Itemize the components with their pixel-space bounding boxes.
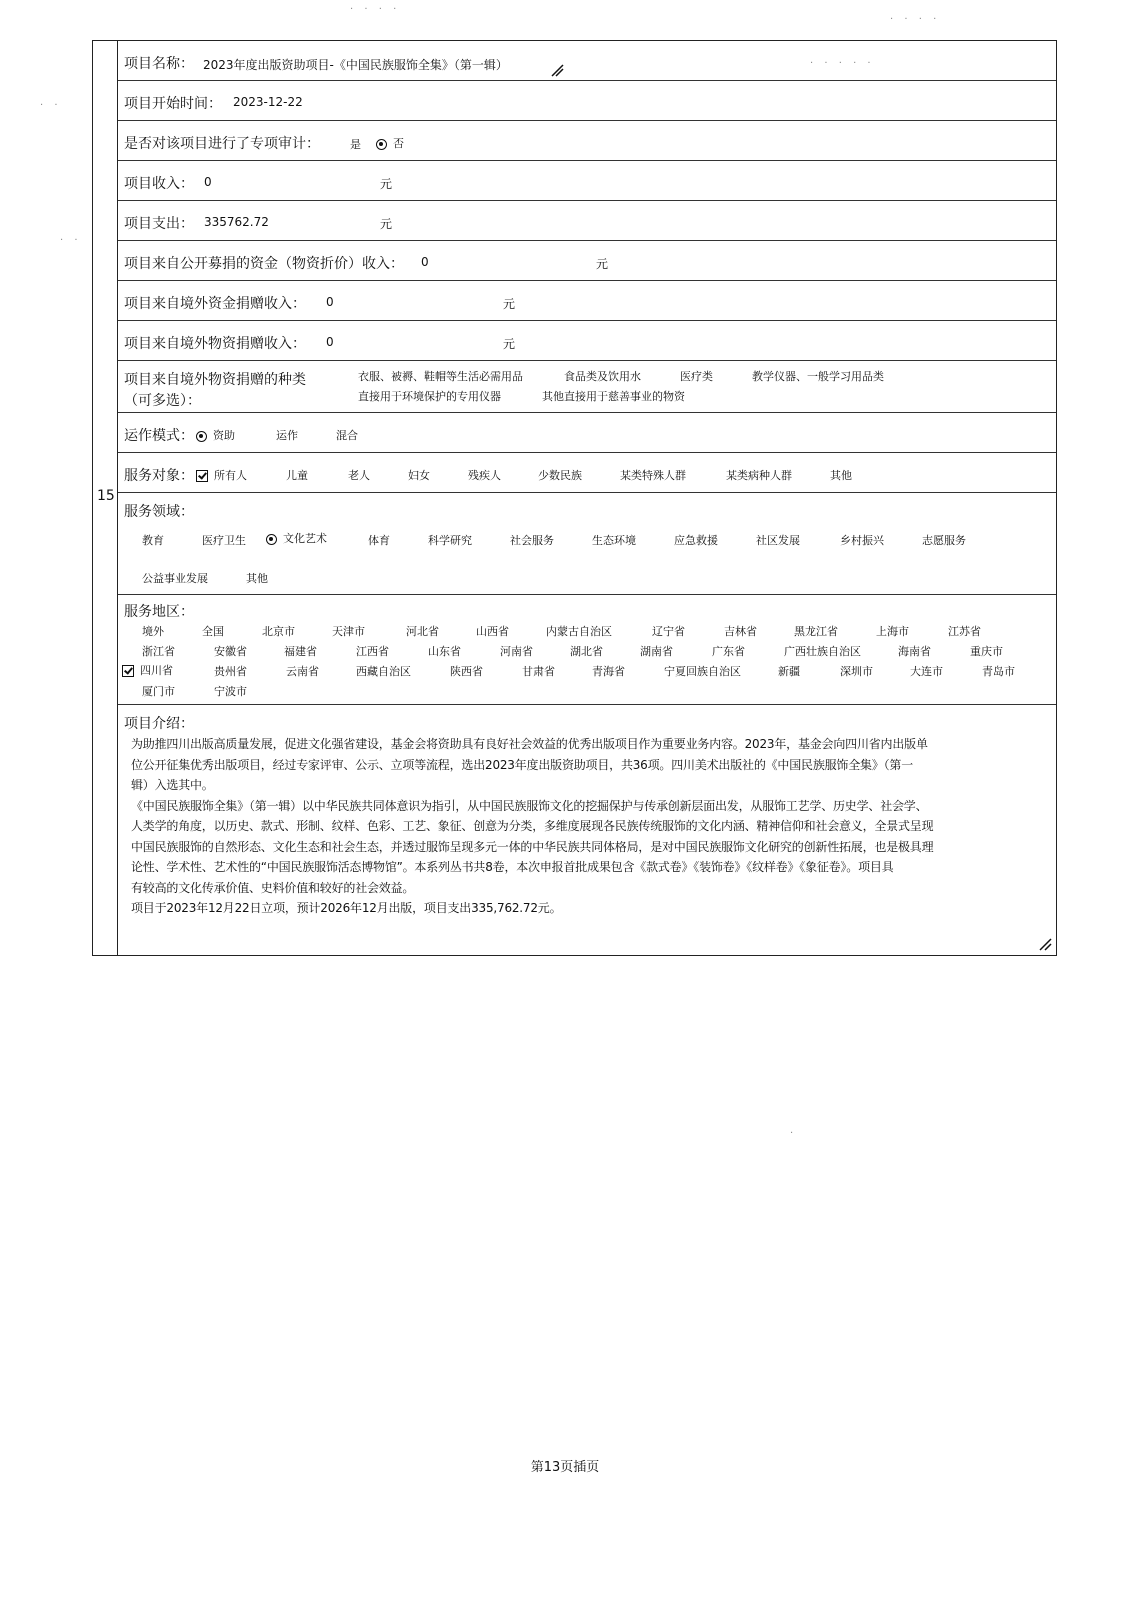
radio-selected-icon [266,534,277,545]
public-income-label: 项目来自公开募捐的资金（物资折价）收入： [124,256,404,272]
scan-noise: · · [40,100,62,111]
region-option[interactable]: 云南省 [286,665,319,678]
row-income [118,161,1056,201]
target-option[interactable]: 儿童 [286,469,308,482]
targets-label: 服务对象： [124,468,194,484]
regions-label: 服务地区： [124,604,194,620]
region-option[interactable]: 西藏自治区 [356,665,411,678]
region-option[interactable]: 广西壮族自治区 [784,645,861,658]
goods-type-option[interactable]: 医疗类 [680,370,713,383]
expense-value[interactable]: 335762.72 [204,215,269,229]
mode-option-label: 资助 [213,429,235,442]
region-option[interactable]: 天津市 [332,625,365,638]
intro-label: 项目介绍： [124,716,194,732]
resize-handle-icon[interactable] [550,63,564,77]
foreign-fund-label: 项目来自境外资金捐赠收入： [124,296,306,312]
intro-line: 中国民族服饰的自然形态、文化生态和社会生态，并透过服饰呈现多元一体的中华民族共同体格局，是对中国民族服饰文化研究的创新性拓展，也是极具理 [131,839,934,854]
region-option[interactable]: 河北省 [406,625,439,638]
checkbox-checked-icon [196,470,208,482]
target-option[interactable]: 某类特殊人群 [620,469,686,482]
row-audit [118,121,1056,161]
region-option[interactable]: 陕西省 [450,665,483,678]
domain-option[interactable]: 教育 [142,534,164,547]
domain-option[interactable]: 医疗卫生 [202,534,246,547]
region-option[interactable]: 江西省 [356,645,389,658]
region-option[interactable]: 甘肃省 [522,665,555,678]
region-option[interactable]: 大连市 [910,665,943,678]
region-option[interactable]: 黑龙江省 [794,625,838,638]
target-option[interactable]: 残疾人 [468,469,501,482]
region-option[interactable]: 青岛市 [982,665,1015,678]
intro-line: 项目于2023年12月22日立项，预计2026年12月出版，项目支出335,762.72元。 [131,901,562,915]
mode-option-grant[interactable] [196,427,235,443]
region-option[interactable]: 山西省 [476,625,509,638]
audit-yes-option[interactable]: 是 [350,138,361,151]
radio-selected-icon [376,139,387,150]
region-option[interactable]: 安徽省 [214,645,247,658]
region-option-sichuan[interactable] [122,662,173,678]
row-foreign-goods [118,321,1056,361]
mode-option-mixed[interactable]: 混合 [336,429,358,442]
row-foreign-fund [118,281,1056,321]
income-label: 项目收入： [124,176,194,192]
domain-option-culture[interactable] [266,530,327,546]
goods-type-option[interactable]: 其他直接用于慈善事业的物资 [542,390,685,403]
domain-option[interactable]: 应急救援 [674,534,718,547]
audit-no-option[interactable] [376,135,404,151]
audit-label: 是否对该项目进行了专项审计： [124,136,320,152]
domain-option[interactable]: 社区发展 [756,534,800,547]
income-unit: 元 [380,177,393,191]
row-number: 15 [97,488,115,504]
domain-option[interactable]: 生态环境 [592,534,636,547]
start-time-label: 项目开始时间： [124,96,222,112]
page-footer: 第13页插页 [530,1460,600,1475]
intro-line: 有较高的文化传承价值、史料价值和较好的社会效益。 [131,880,415,895]
public-income-value[interactable]: 0 [421,255,429,269]
domain-option[interactable]: 社会服务 [510,534,554,547]
scan-noise: · · · · [890,14,941,25]
target-option[interactable]: 少数民族 [538,469,582,482]
row-public-income [118,241,1056,281]
target-option[interactable]: 某类病种人群 [726,469,792,482]
checkbox-checked-icon [122,665,134,677]
goods-type-option[interactable]: 食品类及饮用水 [564,370,641,383]
domains-label: 服务领域： [124,504,194,520]
row-operation-mode [118,413,1056,453]
target-option[interactable]: 老人 [348,469,370,482]
region-option[interactable]: 全国 [202,625,224,638]
foreign-goods-label: 项目来自境外物资捐赠收入： [124,336,306,352]
row-project-name [118,41,1056,81]
region-option[interactable]: 厦门市 [142,685,175,698]
expense-unit: 元 [380,217,393,231]
project-name-label: 项目名称： [124,56,194,72]
domain-option[interactable]: 志愿服务 [922,534,966,547]
region-option[interactable]: 辽宁省 [652,625,685,638]
region-option[interactable]: 境外 [142,625,164,638]
intro-line: 《中国民族服饰全集》（第一辑）以中华民族共同体意识为指引，从中国民族服饰文化的挖掘保护与传承创新层面出发，从服饰工艺学、历史学、社会学、 [131,798,928,813]
start-time-value[interactable]: 2023-12-22 [233,95,303,109]
row-goods-types [118,361,1056,413]
goods-types-label-line2: （可多选）： [124,393,201,409]
domain-option[interactable]: 体育 [368,534,390,547]
scan-noise: · · · · · [810,58,875,69]
target-option-all[interactable] [196,467,247,483]
intro-line: 为助推四川出版高质量发展，促进文化强省建设，基金会将资助具有良好社会效益的优秀出版项目作为重要业务内容。2023年，基金会向四川省内出版单 [131,737,928,751]
row-service-targets [118,453,1056,493]
region-option[interactable]: 北京市 [262,625,295,638]
region-option[interactable]: 上海市 [876,625,909,638]
intro-line: 论性、学术性、艺术性的“中国民族服饰活态博物馆”。本系列丛书共8卷，本次申报首批成果包含《款式卷》《装饰卷》《纹样卷》《象征卷》。项目具 [131,860,894,874]
region-option[interactable]: 广东省 [712,645,745,658]
foreign-goods-unit: 元 [503,337,516,351]
region-option[interactable]: 福建省 [284,645,317,658]
intro-line: 人类学的角度，以历史、款式、形制、纹样、色彩、工艺、象征、创意为分类，多维度展现各民族传统服饰的文化内涵、精神信仰和社会意义，全景式呈现 [131,819,934,833]
mode-label: 运作模式： [124,428,194,444]
domain-option[interactable]: 其他 [246,572,268,585]
region-option[interactable]: 宁波市 [214,685,247,698]
intro-line: 位公开征集优秀出版项目，经过专家评审、公示、立项等流程，选出2023年度出版资助项目，共36项。四川美术出版社的《中国民族服饰全集》（第一 [131,757,914,772]
target-option-label: 所有人 [214,469,247,482]
region-option[interactable]: 深圳市 [840,665,873,678]
region-option[interactable]: 浙江省 [142,645,175,658]
project-name-value[interactable]: 2023年度出版资助项目-《中国民族服饰全集》（第一辑） [203,58,508,72]
row-start-time [118,81,1056,121]
target-option[interactable]: 其他 [830,469,852,482]
region-option[interactable]: 江苏省 [948,625,981,638]
mode-option-operate[interactable]: 运作 [276,429,298,442]
region-option[interactable]: 河南省 [500,645,533,658]
domain-option[interactable]: 乡村振兴 [840,534,884,547]
domain-option[interactable]: 科学研究 [428,534,472,547]
goods-type-option[interactable]: 直接用于环境保护的专用仪器 [358,390,501,403]
resize-handle-icon[interactable] [1038,937,1052,951]
goods-types-label-line1: 项目来自境外物资捐赠的种类 [124,372,306,388]
domain-option-label: 文化艺术 [283,532,327,545]
intro-line: 辑）入选其中。 [131,778,214,792]
region-option[interactable]: 内蒙古自治区 [546,625,612,638]
region-option[interactable]: 新疆 [778,665,800,678]
domain-option[interactable]: 公益事业发展 [142,572,208,585]
foreign-fund-unit: 元 [503,297,516,311]
region-option[interactable]: 重庆市 [970,645,1003,658]
public-income-unit: 元 [596,257,609,271]
scan-noise: · · [60,235,82,246]
audit-no-label: 否 [393,137,404,150]
region-option[interactable]: 宁夏回族自治区 [664,665,741,678]
region-option-label: 四川省 [140,664,173,677]
region-option[interactable]: 海南省 [898,645,931,658]
expense-label: 项目支出： [124,216,194,232]
foreign-goods-value[interactable]: 0 [326,335,334,349]
goods-type-option[interactable]: 教学仪器、一般学习用品类 [752,370,884,383]
target-option[interactable]: 妇女 [408,469,430,482]
region-option[interactable]: 山东省 [428,645,461,658]
goods-type-option[interactable]: 衣服、被褥、鞋帽等生活必需用品 [358,370,523,383]
intro-text [131,734,1036,919]
scan-noise: · · · · [350,4,401,15]
foreign-fund-value[interactable]: 0 [326,295,334,309]
region-option[interactable]: 贵州省 [214,665,247,678]
row-expense [118,201,1056,241]
scan-noise: · [790,1128,798,1139]
row-service-regions [118,595,1056,705]
radio-selected-icon [196,431,207,442]
region-option[interactable]: 青海省 [592,665,625,678]
income-value[interactable]: 0 [204,175,212,189]
region-option[interactable]: 吉林省 [724,625,757,638]
row-service-domains [118,493,1056,595]
region-option[interactable]: 湖南省 [640,645,673,658]
region-option[interactable]: 湖北省 [570,645,603,658]
